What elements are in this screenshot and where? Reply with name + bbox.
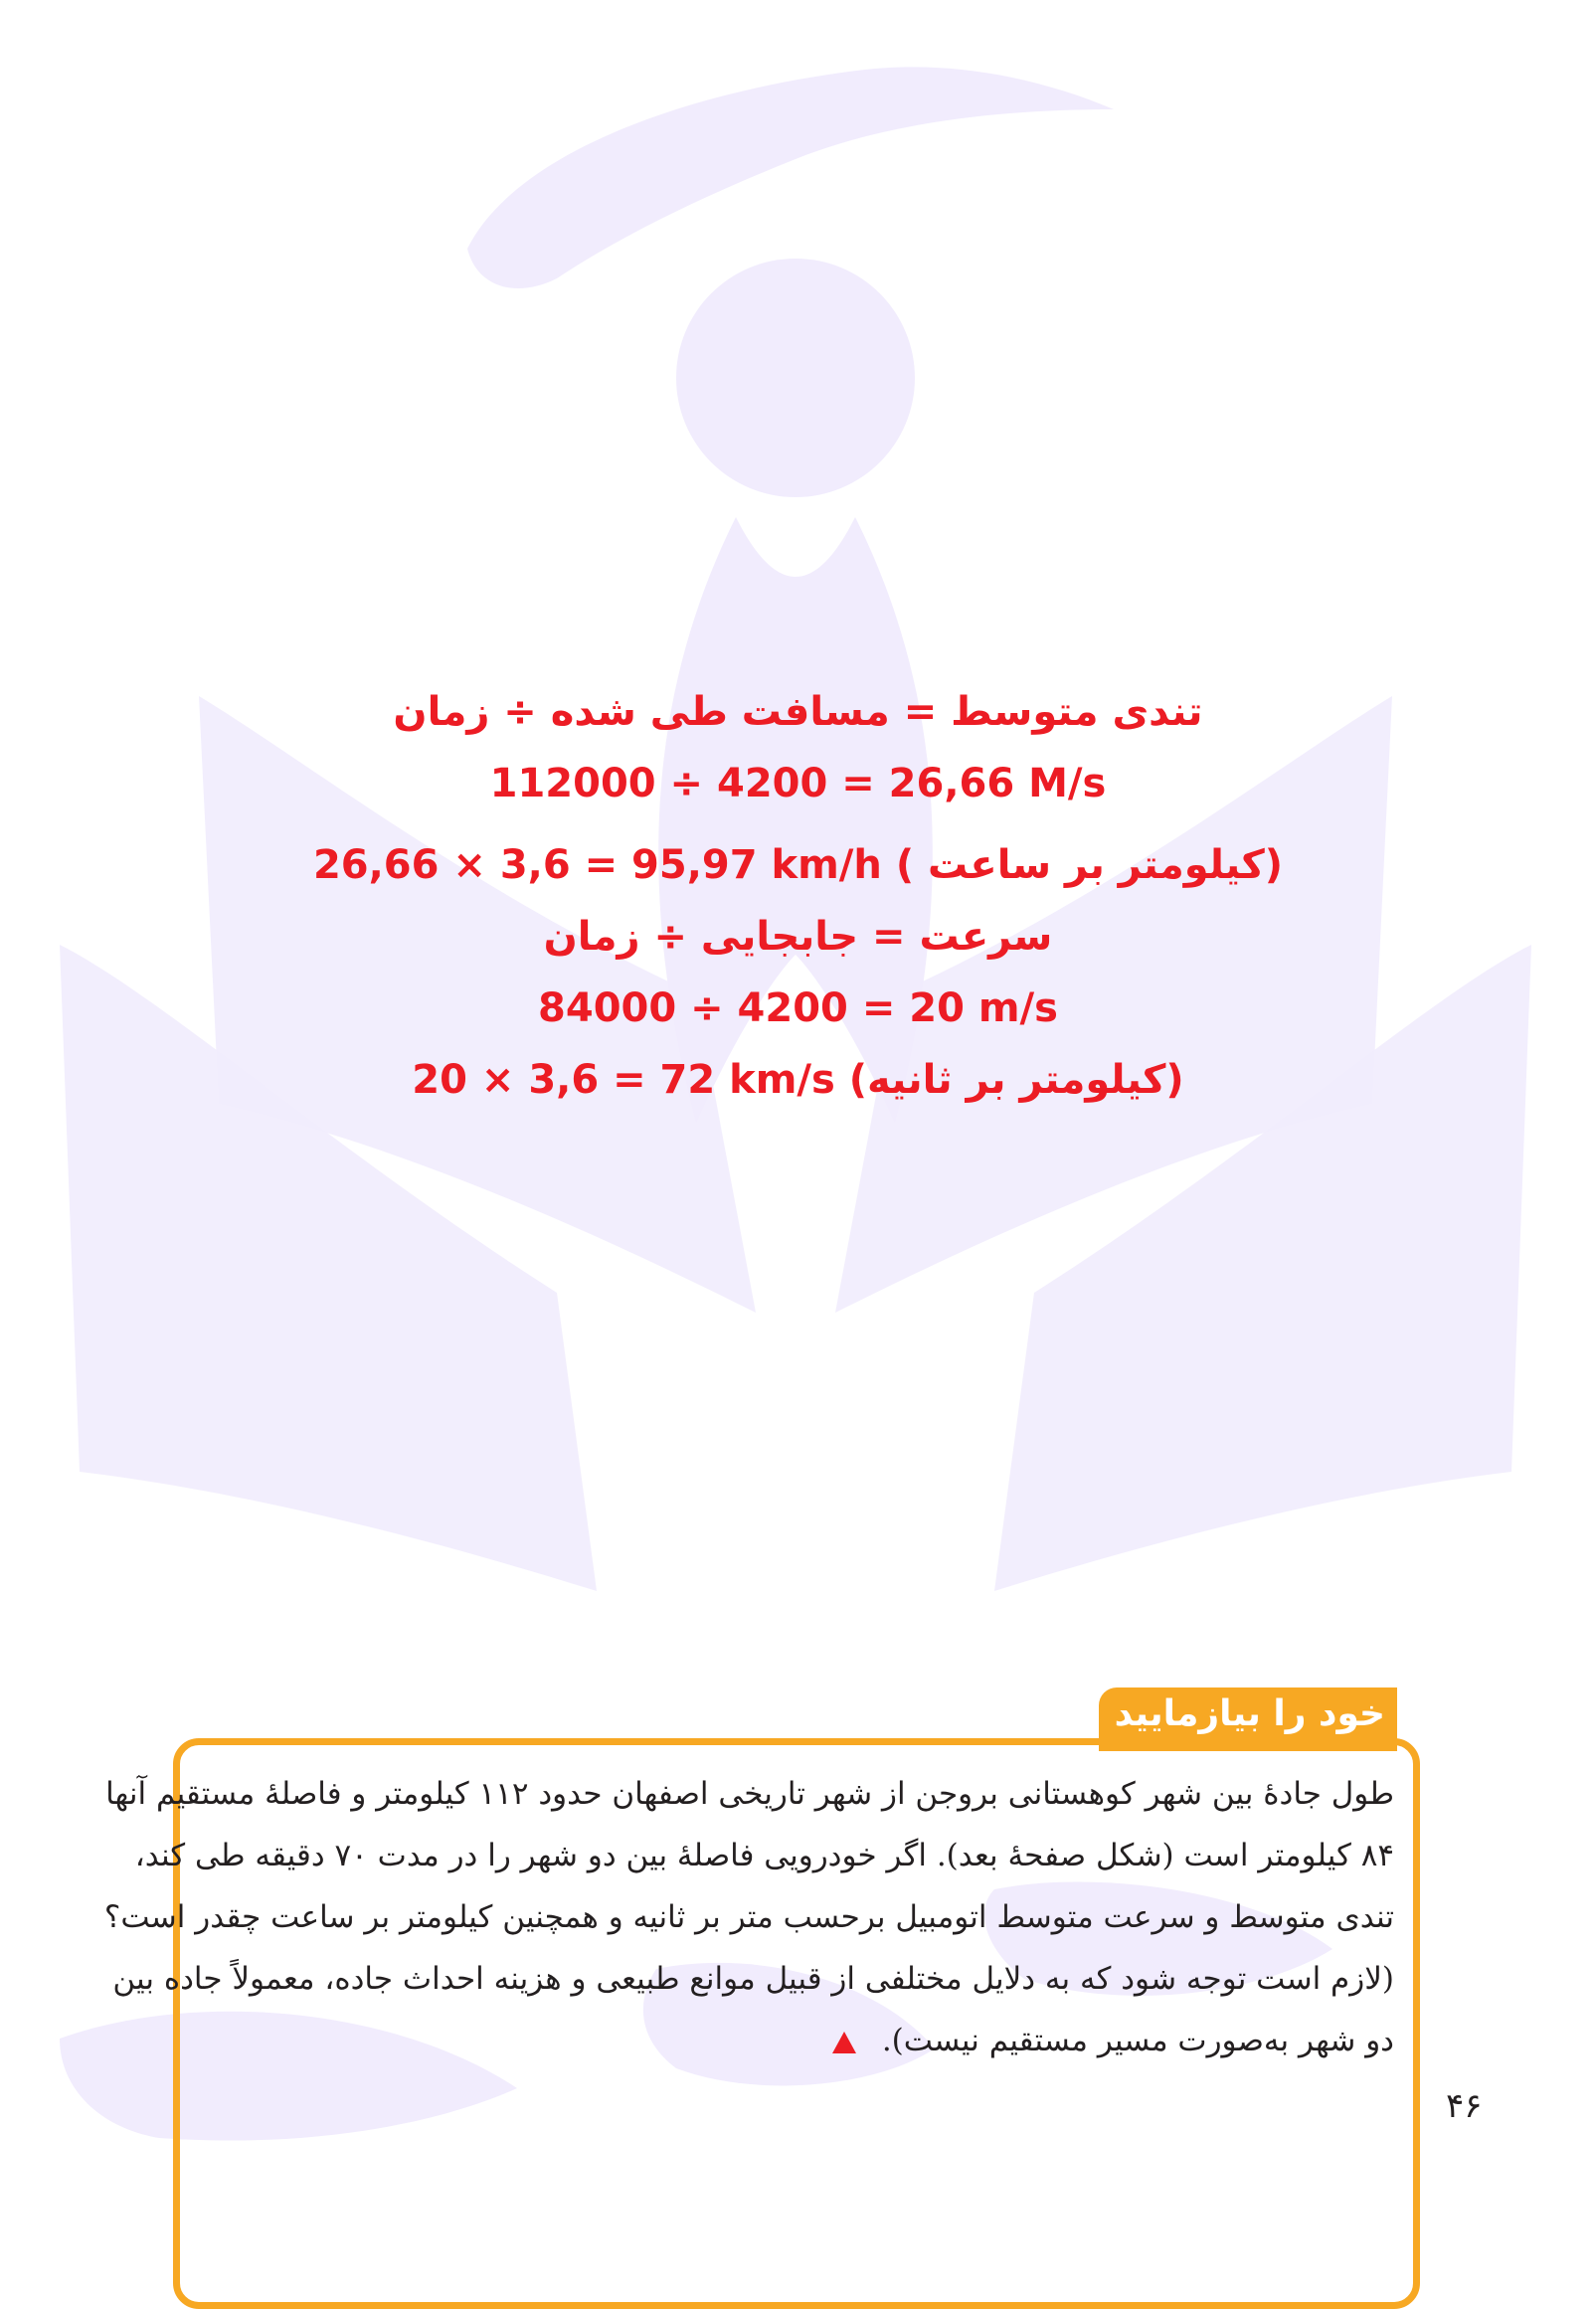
avg-speed-calc-ms: 112000 ÷ 4200 = 26,66 M/s <box>489 761 1107 806</box>
exercise-line: (لازم است توجه شود که به دلایل مختلفی از قبیل موانع طبیعی و هزینه احداث جاده، معمولاً جاده بین <box>112 1961 1394 1997</box>
avg-speed-kmh-math: 26,66 × 3,6 = 95,97 km/h <box>312 842 882 888</box>
exercise-line: تندی متوسط و سرعت متوسط اتومبیل برحسب متر بر ثانیه و همچنین کیلومتر بر ساعت چقدر است؟ <box>103 1899 1394 1935</box>
velocity-calc-ms: 84000 ÷ 4200 = 20 m/s <box>538 985 1058 1031</box>
avg-speed-formula: تندی متوسط = مسافت طی شده ÷ زمان <box>393 689 1203 735</box>
exercise-line-last <box>199 2010 1394 2071</box>
exercise-title: خود را بیازمایید <box>1114 1693 1385 1734</box>
kms-unit-note: (کیلومتر بر ثانیه) <box>848 1057 1184 1103</box>
exercise-line: طول جادهٔ بین شهر کوهستانی بروجن از شهر تاریخی اصفهان حدود ۱۱۲ کیلومتر و فاصلهٔ مستقیم آنها <box>105 1776 1394 1812</box>
avg-speed-calc-kmh <box>298 829 1298 901</box>
velocity-kms-math: 20 × 3,6 = 72 km/s <box>412 1057 835 1103</box>
velocity-calc-kms <box>298 1044 1298 1116</box>
exercise-text <box>103 1763 1394 2071</box>
solution-block <box>298 676 1298 1116</box>
exercise-header <box>1099 1687 1397 1751</box>
kmh-unit-note: (کیلومتر بر ساعت ) <box>895 842 1284 888</box>
red-triangle-icon <box>832 2032 856 2053</box>
exercise-line-last-text: دو شهر به‌صورت مسیر مستقیم نیست). <box>881 2023 1394 2058</box>
page-number: ۴۶ <box>1446 2086 1483 2126</box>
exercise-line: ۸۴ کیلومتر است (شکل صفحهٔ بعد). اگر خودرویی فاصلهٔ بین دو شهر را در مدت ۷۰ دقیقه طی کند، <box>134 1838 1394 1873</box>
velocity-formula: سرعت = جابجایی ÷ زمان <box>543 914 1053 960</box>
